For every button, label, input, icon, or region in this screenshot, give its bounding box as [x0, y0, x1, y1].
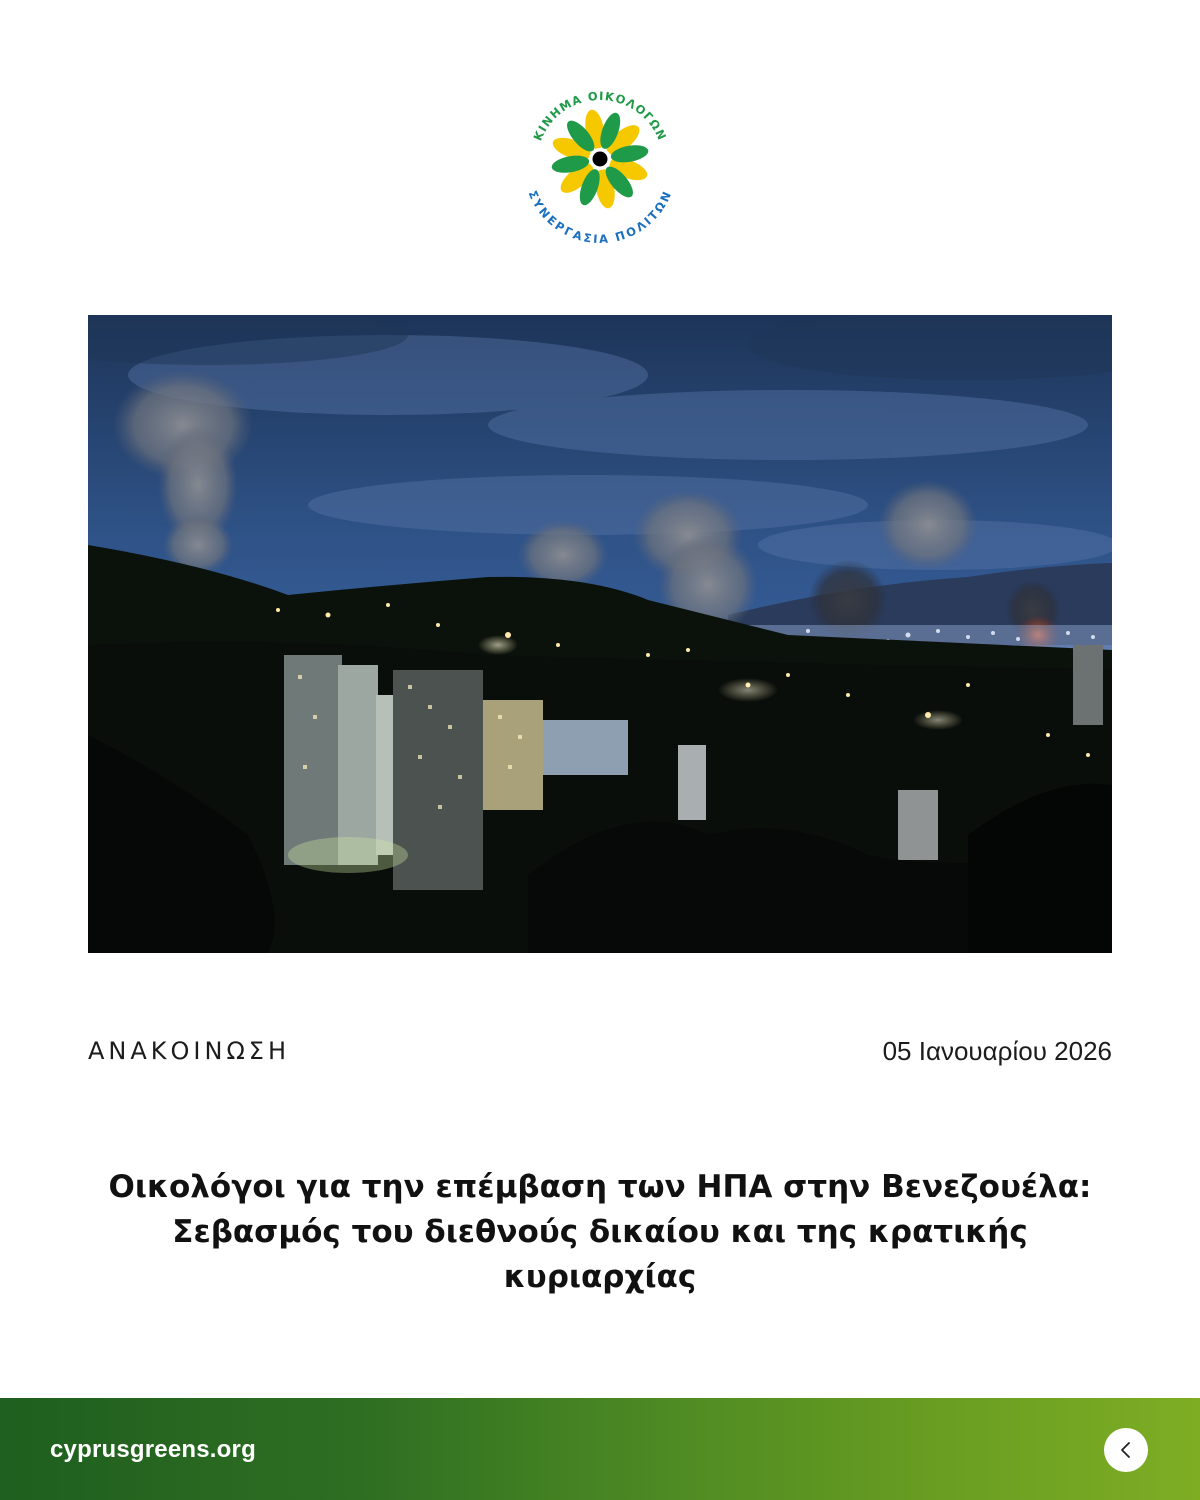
- headline-line-2: Σεβασμός του διεθνούς δικαίου και της κρατικής: [172, 1214, 1028, 1250]
- sunflower-icon: [515, 83, 685, 243]
- category-label: ΑΝΑΚΟΙΝΩΣΗ: [88, 1037, 290, 1065]
- publish-date: 05 Ιανουαρίου 2026: [882, 1036, 1112, 1066]
- website-link[interactable]: cyprusgreens.org: [50, 1436, 256, 1463]
- back-button[interactable]: [1104, 1428, 1148, 1472]
- svg-text:ΣΥΝΕΡΓΑΣΙΑ ΠΟΛΙΤΩΝ: ΣΥΝΕΡΓΑΣΙΑ ΠΟΛΙΤΩΝ: [525, 188, 675, 243]
- chevron-left-icon: [1116, 1440, 1136, 1460]
- headline: [60, 1165, 1140, 1300]
- headline-line-3: κυριαρχίας: [503, 1259, 697, 1295]
- news-photo: [88, 315, 1112, 953]
- headline-line-1: Οικολόγοι για την επέμβαση των ΗΠΑ στην Βενεζουέλα:: [108, 1169, 1092, 1205]
- organization-logo: [515, 83, 685, 243]
- footer-bar: [0, 1398, 1200, 1500]
- svg-text:ΚΙΝΗΜΑ ΟΙΚΟΛΟΓΩΝ: ΚΙΝΗΜΑ ΟΙΚΟΛΟΓΩΝ: [530, 88, 670, 143]
- meta-row: [88, 1035, 1112, 1069]
